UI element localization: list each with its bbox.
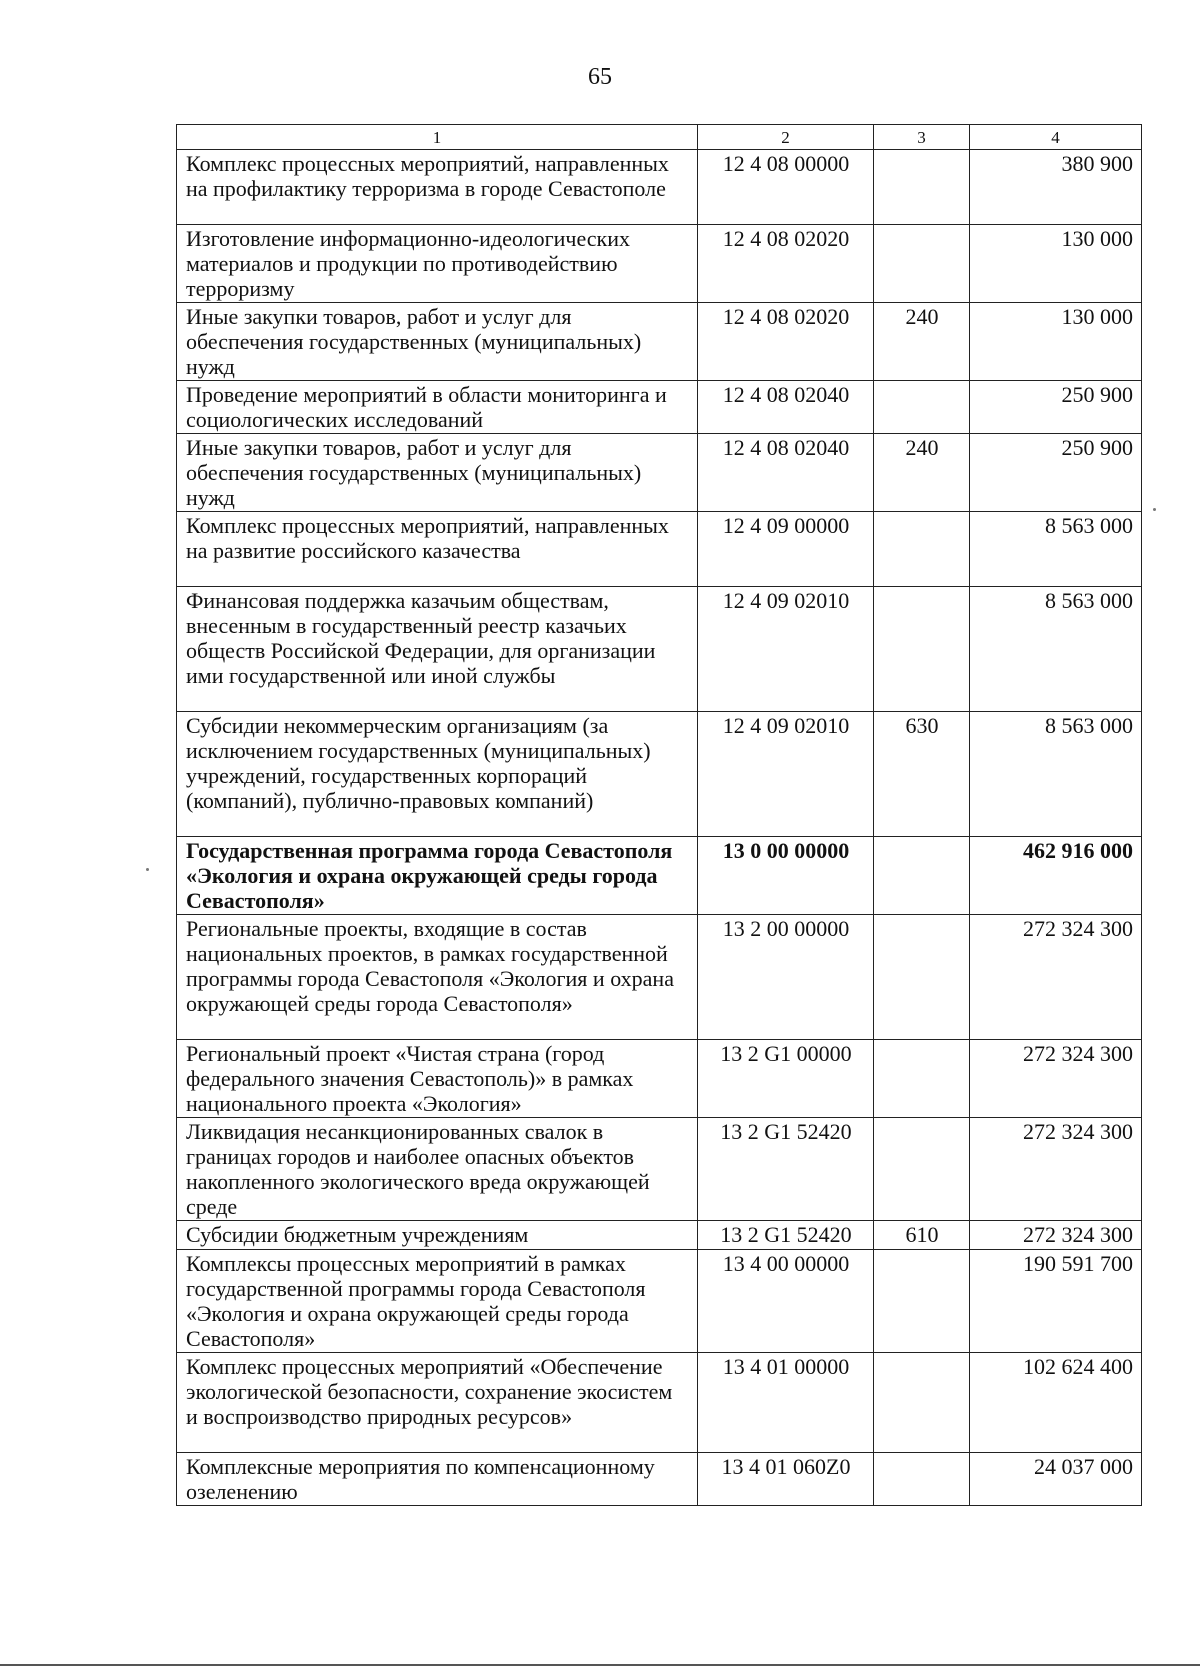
row-name-cell: Иные закупки товаров, работ и услуг для обеспечения государственных (муниципальных) нужд — [177, 434, 698, 512]
row-name-cell: Государственная программа города Севастополя «Экология и охрана окружающей среды города Севастополя» — [177, 837, 698, 915]
row-name-cell: Региональный проект «Чистая страна (город федерального значения Севастополь)» в рамках национального проекта «Экология» — [177, 1040, 698, 1118]
row-code-cell: 12 4 08 02020 — [698, 225, 874, 303]
row-expense-type-cell — [874, 915, 970, 1040]
row-name-cell: Комплекс процессных мероприятий, направленных на профилактику терроризма в городе Севастополе — [177, 150, 698, 225]
header-col-4: 4 — [970, 125, 1142, 150]
row-expense-type-cell: 240 — [874, 434, 970, 512]
row-expense-type-cell: 630 — [874, 712, 970, 837]
row-amount-cell: 8 563 000 — [970, 512, 1142, 587]
table-row — [177, 915, 1142, 1040]
row-expense-type-cell — [874, 225, 970, 303]
table-row — [177, 303, 1142, 381]
row-name-cell: Ликвидация несанкционированных свалок в границах городов и наиболее опасных объектов накопленного экологического вреда окружающей среде — [177, 1118, 698, 1221]
header-col-2: 2 — [698, 125, 874, 150]
row-amount-cell: 130 000 — [970, 225, 1142, 303]
row-code-cell: 13 4 01 060Z0 — [698, 1453, 874, 1506]
row-amount-cell: 8 563 000 — [970, 587, 1142, 712]
row-code-cell: 12 4 08 02040 — [698, 381, 874, 434]
table-row — [177, 150, 1142, 225]
row-code-cell: 12 4 09 02010 — [698, 712, 874, 837]
table-row — [177, 712, 1142, 837]
row-name-cell: Изготовление информационно-идеологических материалов и продукции по противодействию терроризму — [177, 225, 698, 303]
row-code-cell: 12 4 09 00000 — [698, 512, 874, 587]
row-amount-cell: 24 037 000 — [970, 1453, 1142, 1506]
table-row — [177, 434, 1142, 512]
row-name-cell: Субсидии некоммерческим организациям (за исключением государственных (муниципальных) учреждений, государственных корпораций (компаний), публично-правовых компаний) — [177, 712, 698, 837]
row-expense-type-cell — [874, 512, 970, 587]
row-name-cell: Комплексные мероприятия по компенсационному озеленению — [177, 1453, 698, 1506]
table-row — [177, 1221, 1142, 1250]
row-amount-cell: 272 324 300 — [970, 1221, 1142, 1250]
row-name-cell: Региональные проекты, входящие в состав национальных проектов, в рамках государственной программы города Севастополя «Экология и охрана окружающей среды города Севастополя» — [177, 915, 698, 1040]
row-code-cell: 13 2 G1 00000 — [698, 1040, 874, 1118]
table-body — [177, 150, 1142, 1506]
table-row — [177, 587, 1142, 712]
row-expense-type-cell — [874, 587, 970, 712]
row-code-cell: 13 4 01 00000 — [698, 1353, 874, 1453]
row-amount-cell: 272 324 300 — [970, 1118, 1142, 1221]
row-amount-cell: 190 591 700 — [970, 1250, 1142, 1353]
table-row — [177, 837, 1142, 915]
row-name-cell: Комплекс процессных мероприятий, направленных на развитие российского казачества — [177, 512, 698, 587]
table-row — [177, 1353, 1142, 1453]
row-code-cell: 13 4 00 00000 — [698, 1250, 874, 1353]
row-name-cell: Комплексы процессных мероприятий в рамках государственной программы города Севастополя «Экология и охрана окружающей среды города Севастополя» — [177, 1250, 698, 1353]
scan-speck — [1153, 508, 1156, 511]
page-number: 65 — [588, 64, 612, 90]
row-amount-cell: 272 324 300 — [970, 1040, 1142, 1118]
row-amount-cell: 102 624 400 — [970, 1353, 1142, 1453]
row-code-cell: 12 4 08 02020 — [698, 303, 874, 381]
row-code-cell: 12 4 08 02040 — [698, 434, 874, 512]
row-code-cell: 13 0 00 00000 — [698, 837, 874, 915]
row-amount-cell: 380 900 — [970, 150, 1142, 225]
row-expense-type-cell — [874, 1353, 970, 1453]
row-expense-type-cell — [874, 1040, 970, 1118]
table-row — [177, 225, 1142, 303]
row-code-cell: 13 2 G1 52420 — [698, 1221, 874, 1250]
row-amount-cell: 250 900 — [970, 381, 1142, 434]
row-amount-cell: 130 000 — [970, 303, 1142, 381]
header-col-3: 3 — [874, 125, 970, 150]
table-row — [177, 1453, 1142, 1506]
row-name-cell: Субсидии бюджетным учреждениям — [177, 1221, 698, 1250]
row-name-cell: Иные закупки товаров, работ и услуг для обеспечения государственных (муниципальных) нужд — [177, 303, 698, 381]
row-expense-type-cell — [874, 1453, 970, 1506]
row-expense-type-cell — [874, 1250, 970, 1353]
table-row — [177, 381, 1142, 434]
row-name-cell: Проведение мероприятий в области мониторинга и социологических исследований — [177, 381, 698, 434]
row-amount-cell: 8 563 000 — [970, 712, 1142, 837]
row-code-cell: 13 2 G1 52420 — [698, 1118, 874, 1221]
row-expense-type-cell — [874, 381, 970, 434]
row-amount-cell: 272 324 300 — [970, 915, 1142, 1040]
scan-speck — [146, 868, 149, 871]
row-amount-cell: 250 900 — [970, 434, 1142, 512]
row-expense-type-cell — [874, 150, 970, 225]
row-amount-cell: 462 916 000 — [970, 837, 1142, 915]
row-expense-type-cell — [874, 837, 970, 915]
row-code-cell: 13 2 00 00000 — [698, 915, 874, 1040]
row-code-cell: 12 4 09 02010 — [698, 587, 874, 712]
row-expense-type-cell: 240 — [874, 303, 970, 381]
table-row — [177, 512, 1142, 587]
table-row — [177, 1040, 1142, 1118]
table-header-row — [177, 125, 1142, 150]
row-name-cell: Финансовая поддержка казачьим обществам, внесенным в государственный реестр казачьих обществ Российской Федерации, для организации ими государственной или иной службы — [177, 587, 698, 712]
row-code-cell: 12 4 08 00000 — [698, 150, 874, 225]
table-row — [177, 1118, 1142, 1221]
row-name-cell: Комплекс процессных мероприятий «Обеспечение экологической безопасности, сохранение экосистем и воспроизводство природных ресурсов» — [177, 1353, 698, 1453]
budget-table — [176, 124, 1142, 1506]
header-col-1: 1 — [177, 125, 698, 150]
page-bottom-edge — [0, 1664, 1200, 1666]
row-expense-type-cell — [874, 1118, 970, 1221]
row-expense-type-cell: 610 — [874, 1221, 970, 1250]
table-row — [177, 1250, 1142, 1353]
